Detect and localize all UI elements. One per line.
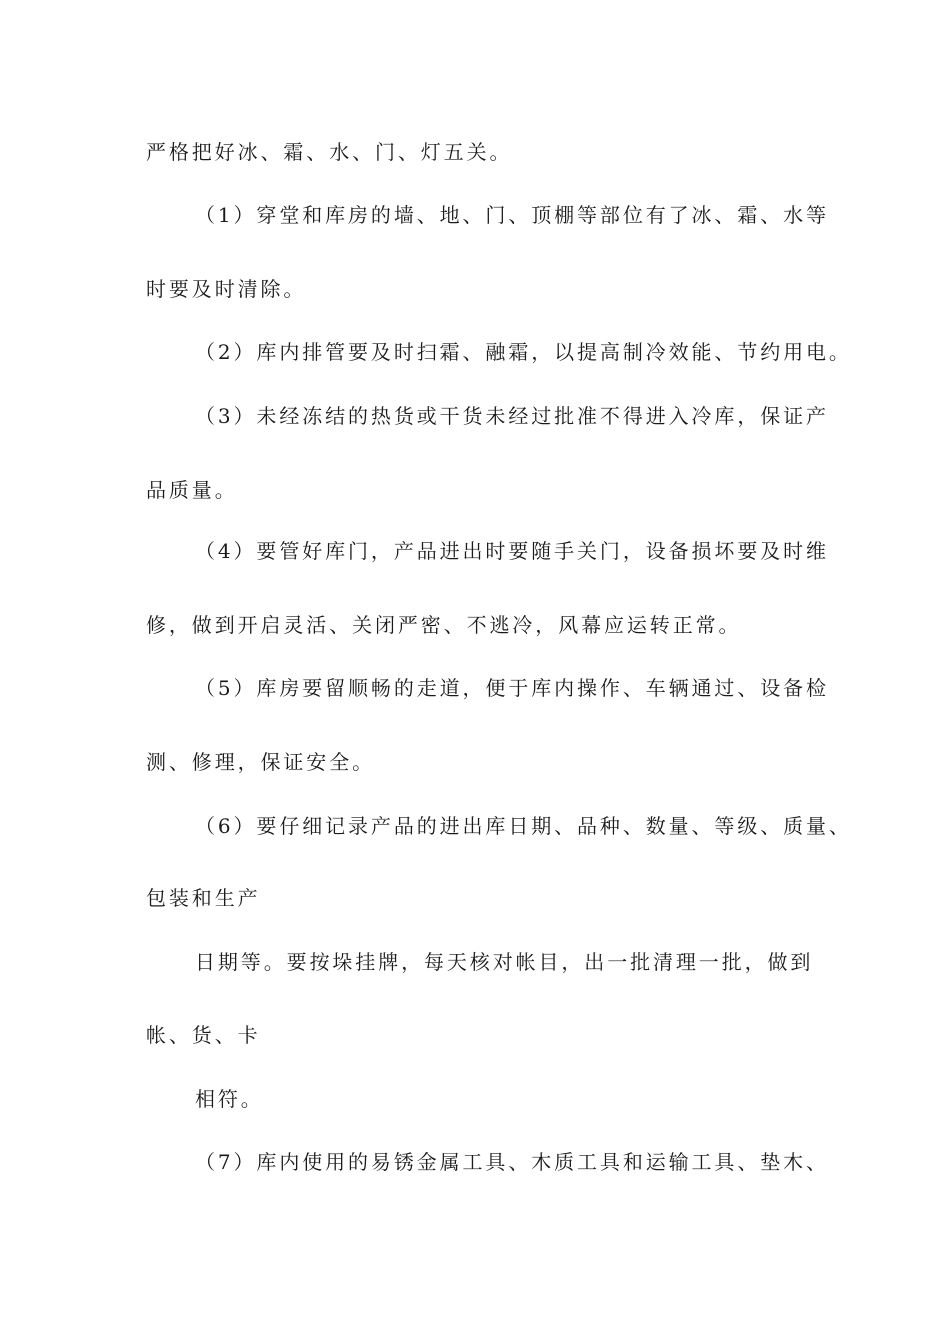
item-3-line-2: 品质量。 — [146, 478, 238, 502]
item-6-line-4: 帐、货、卡 — [146, 1023, 261, 1047]
item-5-line-2: 测、修理，保证安全。 — [146, 750, 375, 774]
item-1-line-2: 时要及时清除。 — [146, 277, 307, 301]
item-6-line-3: 日期等。要按垛挂牌，每天核对帐目，出一批清理一批，做到 — [195, 950, 814, 974]
item-1-line-1: （1）穿堂和库房的墙、地、门、顶棚等部位有了冰、霜、水等 — [195, 203, 829, 227]
item-2-line-1: （2）库内排管要及时扫霜、融霜，以提高制冷效能、节约用电。 — [195, 340, 852, 364]
item-4-line-2: 修，做到开启灵活、关闭严密、不逃冷，风幕应运转正常。 — [146, 613, 742, 637]
item-6-line-2: 包装和生产 — [146, 886, 261, 910]
item-7-line-1: （7）库内使用的易锈金属工具、木质工具和运输工具、垫木、 — [195, 1150, 829, 1174]
item-3-line-1: （3）未经冻结的热货或干货未经过批准不得进入冷库，保证产 — [195, 404, 829, 428]
item-5-line-1: （5）库房要留顺畅的走道，便于库内操作、车辆通过、设备检 — [195, 676, 829, 700]
text-line-1: 严格把好冰、霜、水、门、灯五关。 — [146, 140, 513, 164]
item-4-line-1: （4）要管好库门，产品进出时要随手关门，设备损坏要及时维 — [195, 539, 829, 563]
item-6-line-1: （6）要仔细记录产品的进出库日期、品种、数量、等级、质量、 — [195, 814, 852, 838]
item-6-line-5: 相符。 — [195, 1087, 264, 1111]
